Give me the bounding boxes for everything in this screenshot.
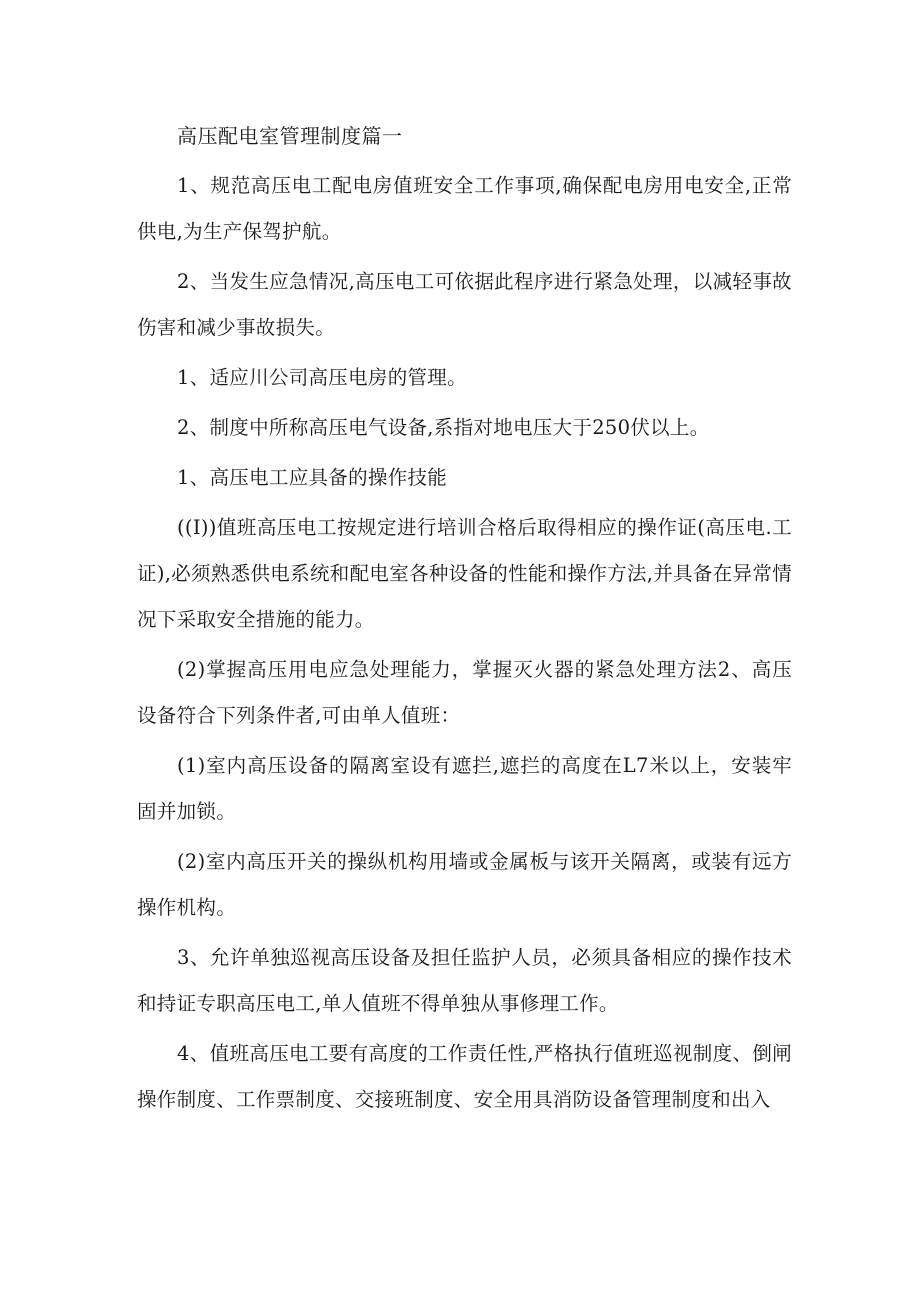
paragraph: 2、当发生应急情况,高压电工可依据此程序进行紧急处理，以减轻事故伤害和减少事故损失。 xyxy=(137,270,792,339)
paragraph: 2、制度中所称高压电气设备,系指对地电压大于250伏以上。 xyxy=(177,416,710,439)
paragraph: (2)室内高压开关的操纵机构用墙或金属板与该开关隔离，或装有远方操作机构。 xyxy=(137,850,792,919)
paragraph: 1、高压电工应具备的操作技能 xyxy=(177,466,448,489)
paragraph: (2)掌握高压用电应急处理能力，掌握灭火器的紧急处理方法2、高压设备符合下列条件者,可由单人值班： xyxy=(137,658,792,727)
paragraph: 3、允许单独巡视高压设备及担任监护人员，必须具备相应的操作技术和持证专职高压电工,单人值班不得单独从事修理工作。 xyxy=(137,946,792,1015)
paragraph: 1、适应川公司高压电房的管理。 xyxy=(177,366,467,389)
document-title: 高压配电室管理制度篇一 xyxy=(177,124,403,148)
paragraph: ((I))值班高压电工按规定进行培训合格后取得相应的操作证(高压电.工证),必须熟悉供电系统和配电室各种设备的性能和操作方法,并具备在异常情况下采取安全措施的能力。 xyxy=(137,516,792,631)
paragraph: 1、规范高压电工配电房值班安全工作事项,确保配电房用电安全,正常供电,为生产保驾护航。 xyxy=(137,174,792,243)
paragraph: (1)室内高压设备的隔离室设有遮拦,遮拦的高度在L7米以上，安装牢固并加锁。 xyxy=(137,754,792,823)
paragraph: 4、值班高压电工要有高度的工作责任性,严格执行值班巡视制度、倒闸操作制度、工作票制度、交接班制度、安全用具消防设备管理制度和出入 xyxy=(137,1042,792,1111)
document-body xyxy=(137,113,792,1127)
